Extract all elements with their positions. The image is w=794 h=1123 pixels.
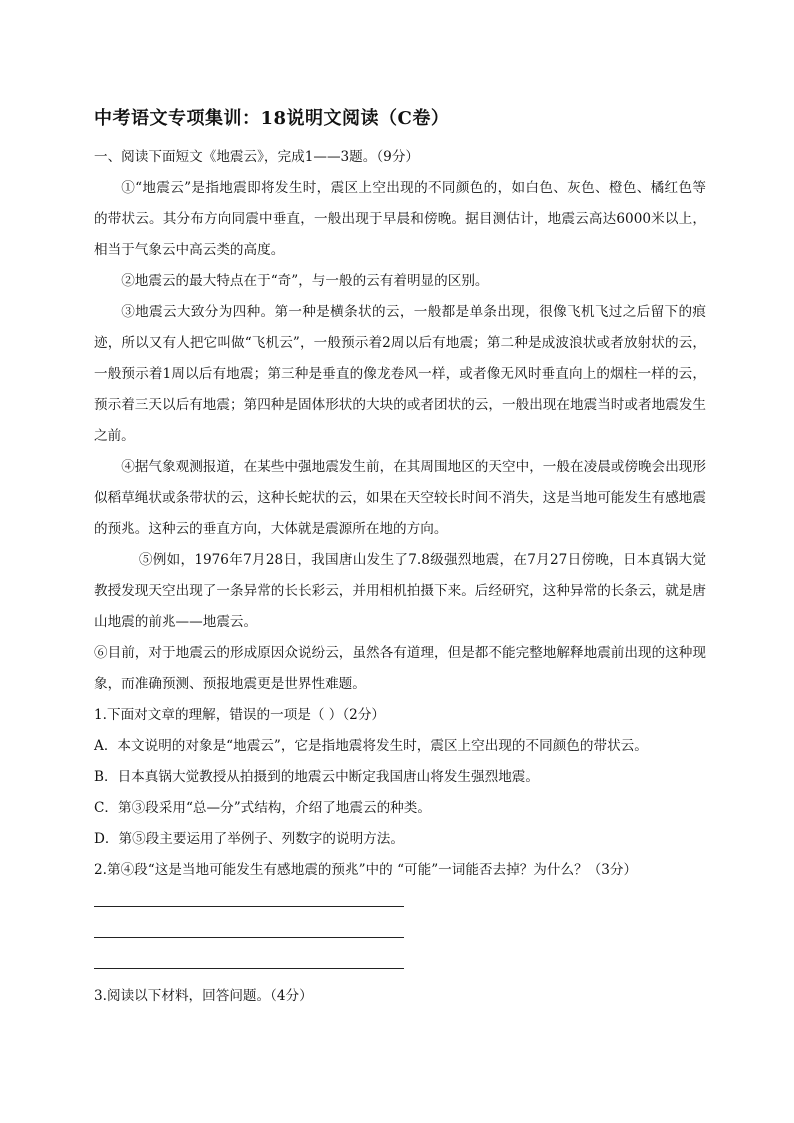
question-3-stem: 3.阅读以下材料，回答问题。（4分） (94, 988, 313, 1004)
paragraph-5: ⑤例如，1976年7月28日，我国唐山发生了7.8级强烈地震，在7月27日傍晚，日本真锅大觉教授发现天空出现了一条异常的长长彩云，并用相机拍摄下来。后经研究，这种异常的长条云，就是唐山地震的前兆——地震云。 (94, 552, 706, 630)
paragraph-6: ⑥目前，对于地震云的形成原因众说纷云，虽然各有道理，但是都不能完整地解释地震前出现的这种现象，而准确预测、预报地震更是世界性难题。 (94, 645, 706, 692)
answer-line (94, 937, 404, 938)
question-1-option-c: C．第③段采用“总—分”式结构，介绍了地震云的种类。 (94, 800, 431, 816)
paragraph-1: ①“地震云”是指地震即将发生时，震区上空出现的不同颜色的，如白色、灰色、橙色、橘红色等的带状云。其分布方向同震中垂直，一般出现于早晨和傍晚。据目测估计，地震云高达6000米以上，相当于气象云中高云类的高度。 (94, 180, 706, 258)
answer-line (94, 968, 404, 969)
page-title: 中考语文专项集训：18说明文阅读（C卷） (94, 108, 450, 129)
reading-content (94, 142, 706, 886)
answer-line (94, 906, 404, 907)
question-2-stem: 2.第④段“这是当地可能发生有感地震的预兆”中的 “可能”一词能否去掉？为什么？（3分） (94, 862, 638, 878)
question-1-option-a: A．本文说明的对象是“地震云”，它是指地震将发生时，震区上空出现的不同颜色的带状云。 (94, 738, 648, 754)
paragraph-2: ②地震云的最大特点在于“奇”，与一般的云有着明显的区别。 (121, 273, 489, 289)
section-heading: 一、阅读下面短文《地震云》，完成1——3题。（9分） (94, 149, 420, 165)
paragraph-3: ③地震云大致分为四种。第一种是横条状的云，一般都是单条出现，很像飞机飞过之后留下的痕迹，所以又有人把它叫做“飞机云”，一般预示着2周以后有地震；第二种是成波浪状或者放射状的云，一般预示着1周以后有地震；第三种是垂直的像龙卷风一样，或者像无风时垂直向上的烟柱一样的云，预示着三天以后有地震；第四种是固体形状的大块的或者团状的云，一般出现在地震当时或者地震发生之前。 (94, 304, 706, 444)
question-1-stem: 1.下面对文章的理解，错误的一项是（ ）（2分） (94, 707, 386, 723)
question-1-option-b: B．日本真锅大觉教授从拍摄到的地震云中断定我国唐山将发生强烈地震。 (94, 769, 539, 785)
paragraph-4: ④据气象观测报道，在某些中强地震发生前，在其周围地区的天空中，一般在凌晨或傍晚会出现形似稻草绳状或条带状的云，这种长蛇状的云，如果在天空较长时间不消失，这是当地可能发生有感地震的预兆。这种云的垂直方向，大体就是震源所在地的方向。 (94, 459, 706, 537)
question-1-option-d: D．第⑤段主要运用了举例子、列数字的说明方法。 (94, 831, 404, 847)
